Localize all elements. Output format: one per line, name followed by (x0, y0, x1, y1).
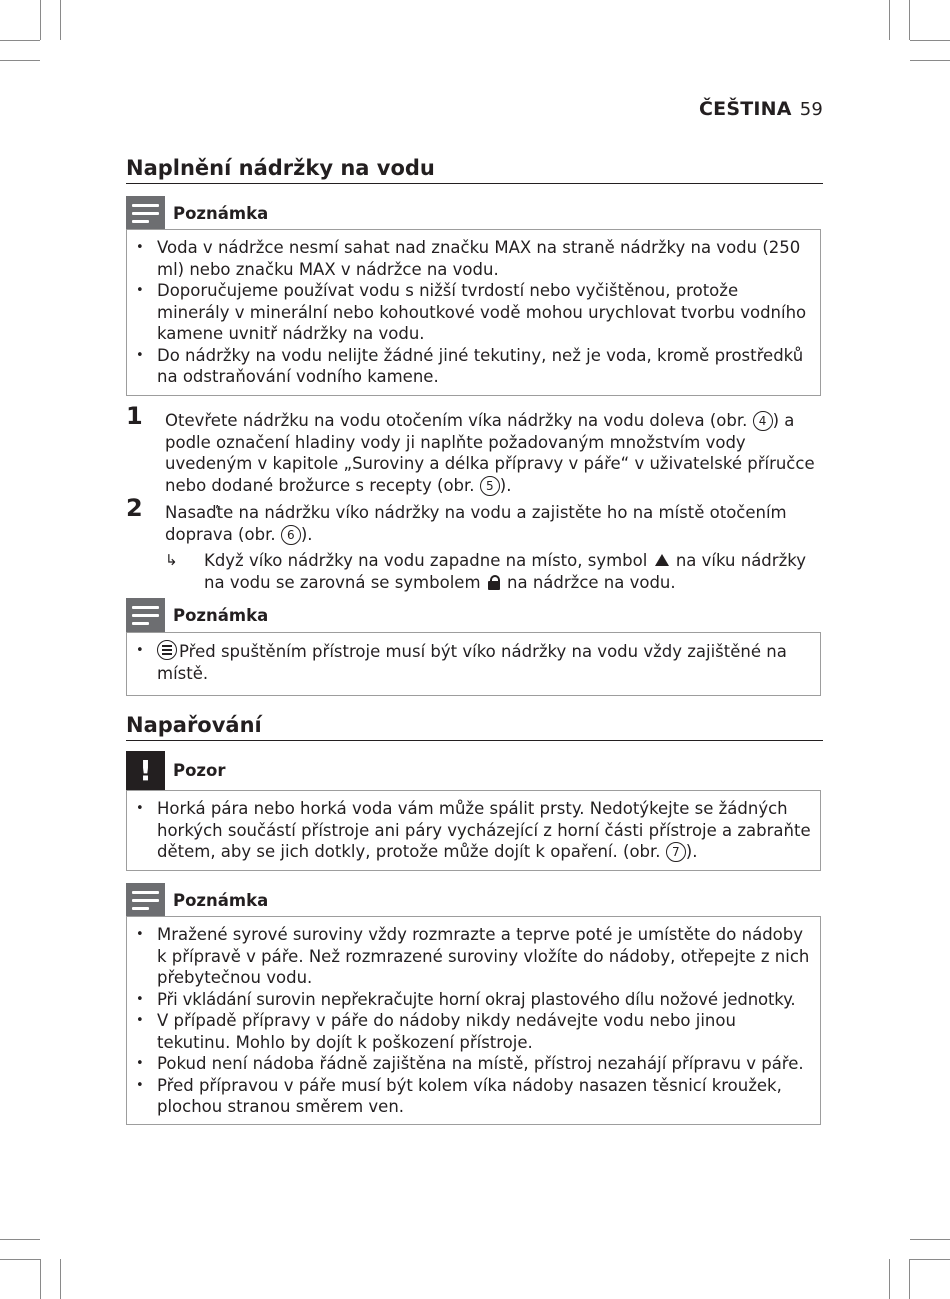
result-text: Když víko nádržky na vodu zapadne na místo, symbol na víku nádržky na vodu se zarovná se symbolem na nádržce na vodu. (204, 551, 806, 592)
page-number: 59 (799, 99, 823, 120)
caution-label: Pozor (173, 761, 226, 780)
crop-mark (40, 1259, 41, 1299)
page-header (699, 98, 823, 120)
crop-mark (909, 1259, 910, 1299)
warning-icon: ! (126, 751, 165, 790)
lid-locked-icon (157, 640, 177, 660)
note-box (126, 229, 821, 396)
crop-mark (889, 0, 890, 40)
note-icon (126, 598, 165, 632)
section-title-steaming: Napařování (126, 713, 823, 741)
crop-mark (910, 60, 950, 61)
figure-ref: 7 (666, 842, 686, 862)
crop-mark (889, 1259, 890, 1299)
crop-mark (60, 1259, 61, 1299)
note-header (126, 196, 268, 230)
lock-icon (488, 575, 500, 590)
note-bullet: • Před přípravou v páře musí být kolem víka nádoby nasazen těsnicí kroužek, plochou stranou směrem ven. (127, 1075, 814, 1118)
note-header (126, 883, 268, 917)
step-text: Otevřete nádržku na vodu otočením víka nádržky na vodu doleva (obr. 4 ) a podle označení hladiny vody ji naplňte požadovaným množstvím vody uvedeným v kapitole „Suroviny a délka přípravy v páře“ v uživatelské příručce nebo dodané brožurce s recepty (obr. 5 ). (165, 411, 815, 495)
note-bullet: • Pokud není nádoba řádně zajištěna na místě, přístroj nezahájí přípravu v páře. (127, 1053, 814, 1075)
note-label: Poznámka (173, 605, 269, 625)
result-arrow-icon: ↳ (165, 551, 178, 569)
note-icon (126, 883, 165, 917)
crop-mark (910, 1239, 950, 1240)
caution-box (126, 790, 821, 871)
note-header (126, 598, 268, 632)
step-number: 2 (126, 494, 143, 522)
caution-bullet: • Horká pára nebo horká voda vám může spálit prsty. Nedotýkejte se žádných horkých součástí přístroje ani páry vycházející z horní části přístroje a zabraňte dětem, aby se jich dotkly, protože může dojít k opaření. (obr. 7 ). (127, 798, 814, 863)
note-bullet: • Voda v nádržce nesmí sahat nad značku MAX na straně nádržky na vodu (250 ml) nebo značku MAX v nádržce na vodu. (127, 237, 814, 280)
figure-ref: 6 (281, 525, 301, 545)
figure-ref: 5 (480, 476, 500, 496)
note-label: Poznámka (173, 203, 269, 223)
note-bullet: • Do nádržky na vodu nelijte žádné jiné tekutiny, než je voda, kromě prostředků na odstraňování vodního kamene. (127, 345, 814, 388)
language-label: ČEŠTINA (699, 98, 792, 120)
crop-mark (0, 1239, 40, 1240)
crop-mark (909, 0, 910, 40)
step-1 (126, 402, 826, 496)
step-result (165, 550, 825, 593)
note-bullet: • V případě přípravy v páře do nádoby nikdy nedávejte vodu nebo jinou tekutinu. Mohlo by dojít k poškození přístroje. (127, 1010, 814, 1053)
crop-mark (0, 40, 40, 41)
step-2 (126, 494, 826, 545)
note-box (126, 916, 821, 1125)
section-title-filling: Naplnění nádržky na vodu (126, 156, 823, 184)
note-bullet: • Doporučujeme používat vodu s nižší tvrdostí nebo vyčištěnou, protože minerály v minerální nebo kohoutkové vodě mohou urychlovat tvorbu vodního kamene uvnitř nádržky na vodu. (127, 280, 814, 345)
note-bullet: • Před spuštěním přístroje musí být víko nádržky na vodu vždy zajištěné na místě. (127, 640, 814, 684)
crop-mark (0, 1259, 40, 1260)
figure-ref: 4 (753, 411, 773, 431)
crop-mark (40, 0, 41, 40)
note-label: Poznámka (173, 890, 269, 910)
step-number: 1 (126, 402, 143, 430)
step-text: Nasaďte na nádržku víko nádržky na vodu a zajistěte ho na místě otočením doprava (obr. 6 ). (165, 503, 787, 544)
crop-mark (60, 0, 61, 40)
note-bullet: • Mražené syrové suroviny vždy rozmrazte a teprve poté je umístěte do nádoby k přípravě v páře. Než rozmrazené suroviny vložíte do nádoby, otřepejte z nich přebytečnou vodu. (127, 924, 814, 989)
note-icon (126, 196, 165, 230)
caution-header (126, 751, 226, 790)
crop-mark (910, 40, 950, 41)
note-bullet: • Při vkládání surovin nepřekračujte horní okraj plastového dílu nožové jednotky. (127, 989, 814, 1011)
crop-mark (910, 1259, 950, 1260)
crop-mark (0, 60, 40, 61)
triangle-symbol-icon (655, 554, 669, 566)
note-box (126, 632, 821, 696)
